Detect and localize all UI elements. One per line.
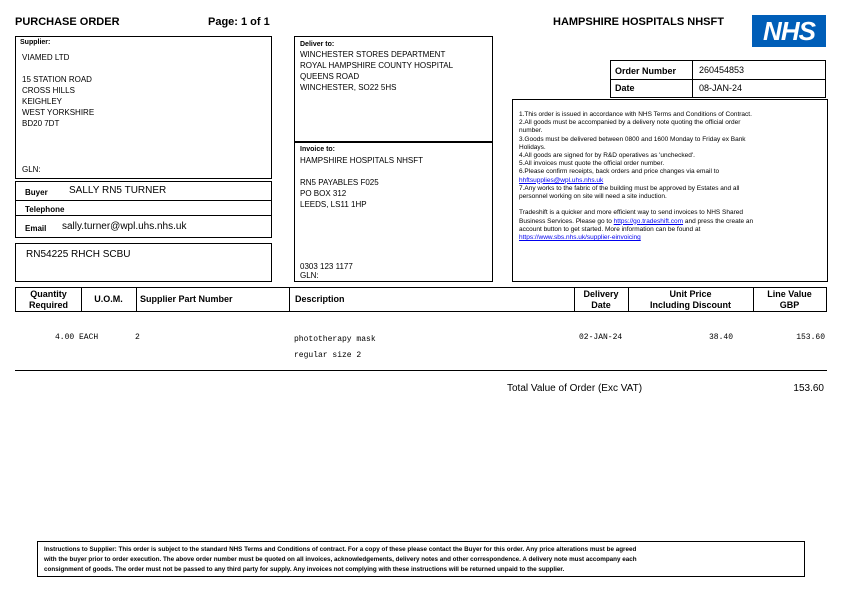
invoice-to-address: HAMPSHIRE HOSPITALS NHSFT RN5 PAYABLES F025 PO BOX 312 LEEDS, LS11 1HP	[300, 156, 423, 209]
telephone-label: Telephone	[25, 205, 65, 214]
reference-box	[15, 243, 272, 282]
terms-text: 1.This order is issued in accordance with NHS Terms and Conditions of Contract. 2.All goods must be accompanied by a delivery note quoting the official order number. 3.Goods must be delivered between 0800 and 1600 Monday to Friday ex Bank Holidays. 4.All goods are signed for by R&D operatives as 'unchecked'. 5.All invoices must quote the official order number. 6.Please confirm receipts, back orders and price changes via email to hhftsupplies@wpl.uhs.nhs.uk 7.Any works to the fabric of the building must be approved by Estates and all personnel working on site will need a site induction. Tradeshift is a quicker and more efficient way to send invoices to NHS Shared Business Services. Please go to https://go.tradeshift.com and press the create an account button to get started. More information can be found at https://www.sbs.nhs.uk/supplier-einvoicing	[519, 111, 754, 242]
buyer-email: sally.turner@wpl.uhs.nhs.uk	[62, 221, 187, 232]
header-supplier-part: Supplier Part Number	[140, 294, 233, 304]
header-delivery-date: Delivery Date	[583, 289, 619, 310]
order-date: 08-JAN-24	[699, 83, 743, 93]
supplies-email-link[interactable]: hhftsupplies@wpl.uhs.nhs.uk	[519, 176, 604, 184]
deliver-to-label: Deliver to:	[300, 41, 335, 48]
invoice-to-box	[294, 142, 493, 282]
row-quantity: 4.00 EACH	[55, 333, 99, 342]
nhs-logo: NHS	[752, 15, 826, 47]
deliver-to-address: WINCHESTER STORES DEPARTMENT ROYAL HAMPSHIRE COUNTY HOSPITAL QUEENS ROAD WINCHESTER, SO22 5HS	[300, 50, 454, 92]
total-label: Total Value of Order (Exc VAT)	[507, 383, 643, 394]
row-unit-price: 38.40	[708, 333, 733, 342]
order-number: 260454853	[699, 65, 745, 75]
header-line-value: Line Value GBP	[767, 289, 812, 310]
buyer-label: Buyer	[25, 188, 48, 197]
deliver-to-box	[294, 36, 493, 142]
table-bottom-rule	[15, 370, 827, 371]
row-line-value: 153.60	[796, 333, 825, 342]
row-delivery-date: 02-JAN-24	[579, 333, 623, 342]
order-info-box	[610, 60, 826, 98]
order-date-label: Date	[615, 83, 635, 93]
invoice-phone: 0303 123 1177	[300, 262, 353, 271]
organisation-name: HAMPSHIRE HOSPITALS NHSFT	[553, 16, 724, 28]
page-number: Page: 1 of 1	[208, 16, 270, 28]
document-title: PURCHASE ORDER	[15, 16, 120, 28]
table-row	[15, 333, 827, 363]
order-number-label: Order Number	[615, 66, 677, 76]
supplier-label: Supplier:	[20, 39, 51, 46]
reference-text: RN54225 RHCH SCBU	[26, 249, 131, 260]
sbs-einvoicing-link[interactable]: https://www.sbs.nhs.uk/supplier-einvoicing	[519, 234, 641, 242]
supplier-instructions-box	[37, 541, 805, 577]
buyer-box	[15, 181, 272, 238]
email-label: Email	[25, 224, 47, 233]
buyer-name: SALLY RN5 TURNER	[69, 185, 167, 196]
row-description-line1: phototherapy mask	[294, 335, 376, 344]
header-uom: U.O.M.	[94, 294, 123, 304]
supplier-address: VIAMED LTD 15 STATION ROAD CROSS HILLS KEIGHLEY WEST YORKSHIRE BD20 7DT	[22, 53, 95, 128]
terms-box	[512, 99, 828, 282]
supplier-box	[15, 36, 272, 179]
header-description: Description	[295, 294, 345, 304]
row-description-line2: regular size 2	[294, 351, 362, 360]
tradeshift-link[interactable]: https://go.tradeshift.com	[613, 217, 684, 225]
invoice-gln-label: GLN:	[300, 271, 319, 280]
supplier-gln-label: GLN:	[22, 165, 41, 174]
header-unit-price: Unit Price Including Discount	[650, 289, 731, 310]
row-supplier-part: 2	[135, 333, 140, 342]
supplier-instructions: Instructions to Supplier: This order is subject to the standard NHS Terms and Conditions of contract. For a copy of these please contact the Buyer for this order. Any price alterations must be agreed with the buyer prior to order execution. The above order number must be quoted on all invoices, acknowledgements, delivery notes and other correspondence. A delivery note must accompany each consignment of goods. The order must not be passed to any third party for supply. Any invoices not complying with these instructions will be returned unpaid to the supplier.	[44, 546, 637, 573]
total-value: 153.60	[793, 383, 824, 394]
table-header	[15, 287, 827, 312]
invoice-to-label: Invoice to:	[300, 146, 336, 153]
header-quantity: Quantity Required	[28, 289, 68, 310]
